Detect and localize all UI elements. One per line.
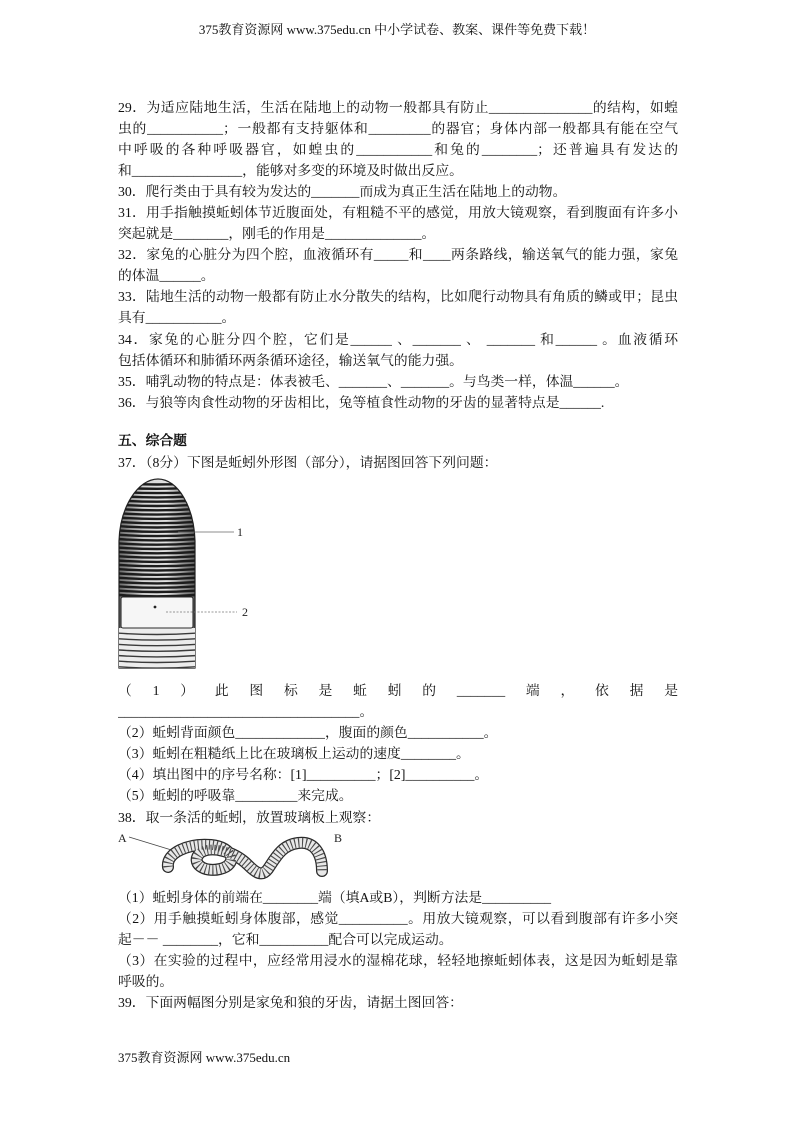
- q32-line-1: 32．家兔的心脏分为四个腔，血液循环有_____和____两条路线，输送氧气的能力强，家兔: [118, 247, 678, 263]
- end-b-label: B: [334, 831, 343, 845]
- q33-line-2: 具有___________。: [118, 310, 236, 326]
- q30-line-1: 30．爬行类由于具有较为发达的_______而成为真正生活在陆地上的动物。: [118, 184, 567, 200]
- q31-line-2: 突起就是________，刚毛的作用是______________。: [118, 226, 436, 242]
- q38-stem: 38．取一条活的蚯蚓，放置玻璃板上观察：: [118, 809, 381, 825]
- q38-part-2-line-1: （2）用手触摸蚯蚓身体腹部，感觉__________。用放大镜观察，可以看到腹部有许多小突: [118, 910, 678, 926]
- q37-part-3: （3）蚯蚓在粗糙纸上比在玻璃板上运动的速度________。: [118, 746, 470, 762]
- q36-line-1: 36．与狼等肉食性动物的牙齿相比，兔等植食性动物的牙齿的显著特点是______.: [118, 394, 605, 410]
- section-heading-block: [118, 430, 678, 452]
- q38-part-3-line-1: （3）在实验的过程中，应经常用浸水的湿棉花球，轻轻地擦蚯蚓体表，这是因为蚯蚓是靠: [118, 953, 678, 969]
- q29-line-3: 中呼吸的各种呼吸器官，如蝗虫的___________和兔的________；还普遍具有发达的: [118, 142, 678, 158]
- q37-part-2: （2）蚯蚓背面颜色_____________，腹面的颜色___________。: [118, 724, 498, 740]
- section-title: 五、综合题: [118, 433, 187, 448]
- q35-line-1: 35．哺乳动物的特点是：体表被毛、_______、_______。与鸟类一样，体温______。: [118, 373, 629, 389]
- q31-line-1: 31．用手指触摸蚯蚓体节近腹面处，有粗糙不平的感觉，用放大镜观察，看到腹面有许多小: [118, 205, 678, 221]
- q29-line-2: 虫的___________；一般都有支持躯体和_________的器官；身体内部一般都具有能在空气: [118, 121, 678, 137]
- q37-stem-block: [118, 452, 678, 474]
- q37-part-1-line-2: ___________________________________。: [118, 703, 374, 719]
- q33-line-1: 33．陆地生活的动物一般都有防止水分散失的结构，比如爬行动物具有角质的鳞或甲；昆虫: [118, 289, 678, 305]
- q38-part-3-line-2: 呼吸的。: [118, 974, 174, 990]
- page-footer: 375教育资源网 www.375edu.cn: [118, 1050, 291, 1065]
- label-2: 2: [242, 605, 248, 619]
- q34-line-1: 34．家兔的心脏分四个腔，它们是______ 、_______ 、 _______ 和______ 。血液循环: [118, 331, 678, 347]
- q37-part-1-line-1: （1）此图标是蚯蚓的_______端，依据是: [118, 682, 678, 698]
- q37-parts-block: [118, 680, 678, 828]
- label-1: 1: [237, 525, 243, 539]
- q34-line-2: 包括体循环和肺循环两条循环途径，输送氧气的能力强。: [118, 352, 463, 368]
- q29-line-1: 29．为适应陆地生活，生活在陆地上的动物一般都具有防止_______________的结构，如蝗: [118, 100, 678, 115]
- clitellum-spot: [154, 606, 157, 609]
- earthworm-external-figure: [116, 477, 256, 669]
- fill-in-questions: [118, 97, 678, 413]
- q39-stem: 39．下面两幅图分别是家兔和狼的牙齿，请据土图回答：: [118, 995, 463, 1011]
- page-header: 375教育资源网 www.375edu.cn 中小学试卷、教案、课件等免费下载！: [198, 22, 596, 37]
- clitellum: [121, 597, 193, 628]
- q37-part-4: （4）填出图中的序号名称：[1]__________；[2]__________。: [118, 767, 489, 783]
- end-a-label: A: [118, 831, 127, 845]
- q38-parts-block: [118, 887, 678, 1014]
- earthworm-on-glass-figure: [116, 825, 356, 887]
- q32-line-2: 的体温______。: [118, 268, 215, 284]
- q38-part-1: （1）蚯蚓身体的前端在________端（填A或B），判断方法是__________: [118, 889, 552, 905]
- q29-line-4: 和________________，能够对多变的环境及时做出反应。: [118, 163, 463, 179]
- q38-part-2-line-2: 起－－ ________，它和__________配合可以完成运动。: [118, 931, 453, 947]
- q37-part-5: （5）蚯蚓的呼吸靠_________来完成。: [118, 788, 353, 804]
- q37-stem: 37．（8分）下图是蚯蚓外形图（部分），请据图回答下列问题：: [118, 455, 498, 470]
